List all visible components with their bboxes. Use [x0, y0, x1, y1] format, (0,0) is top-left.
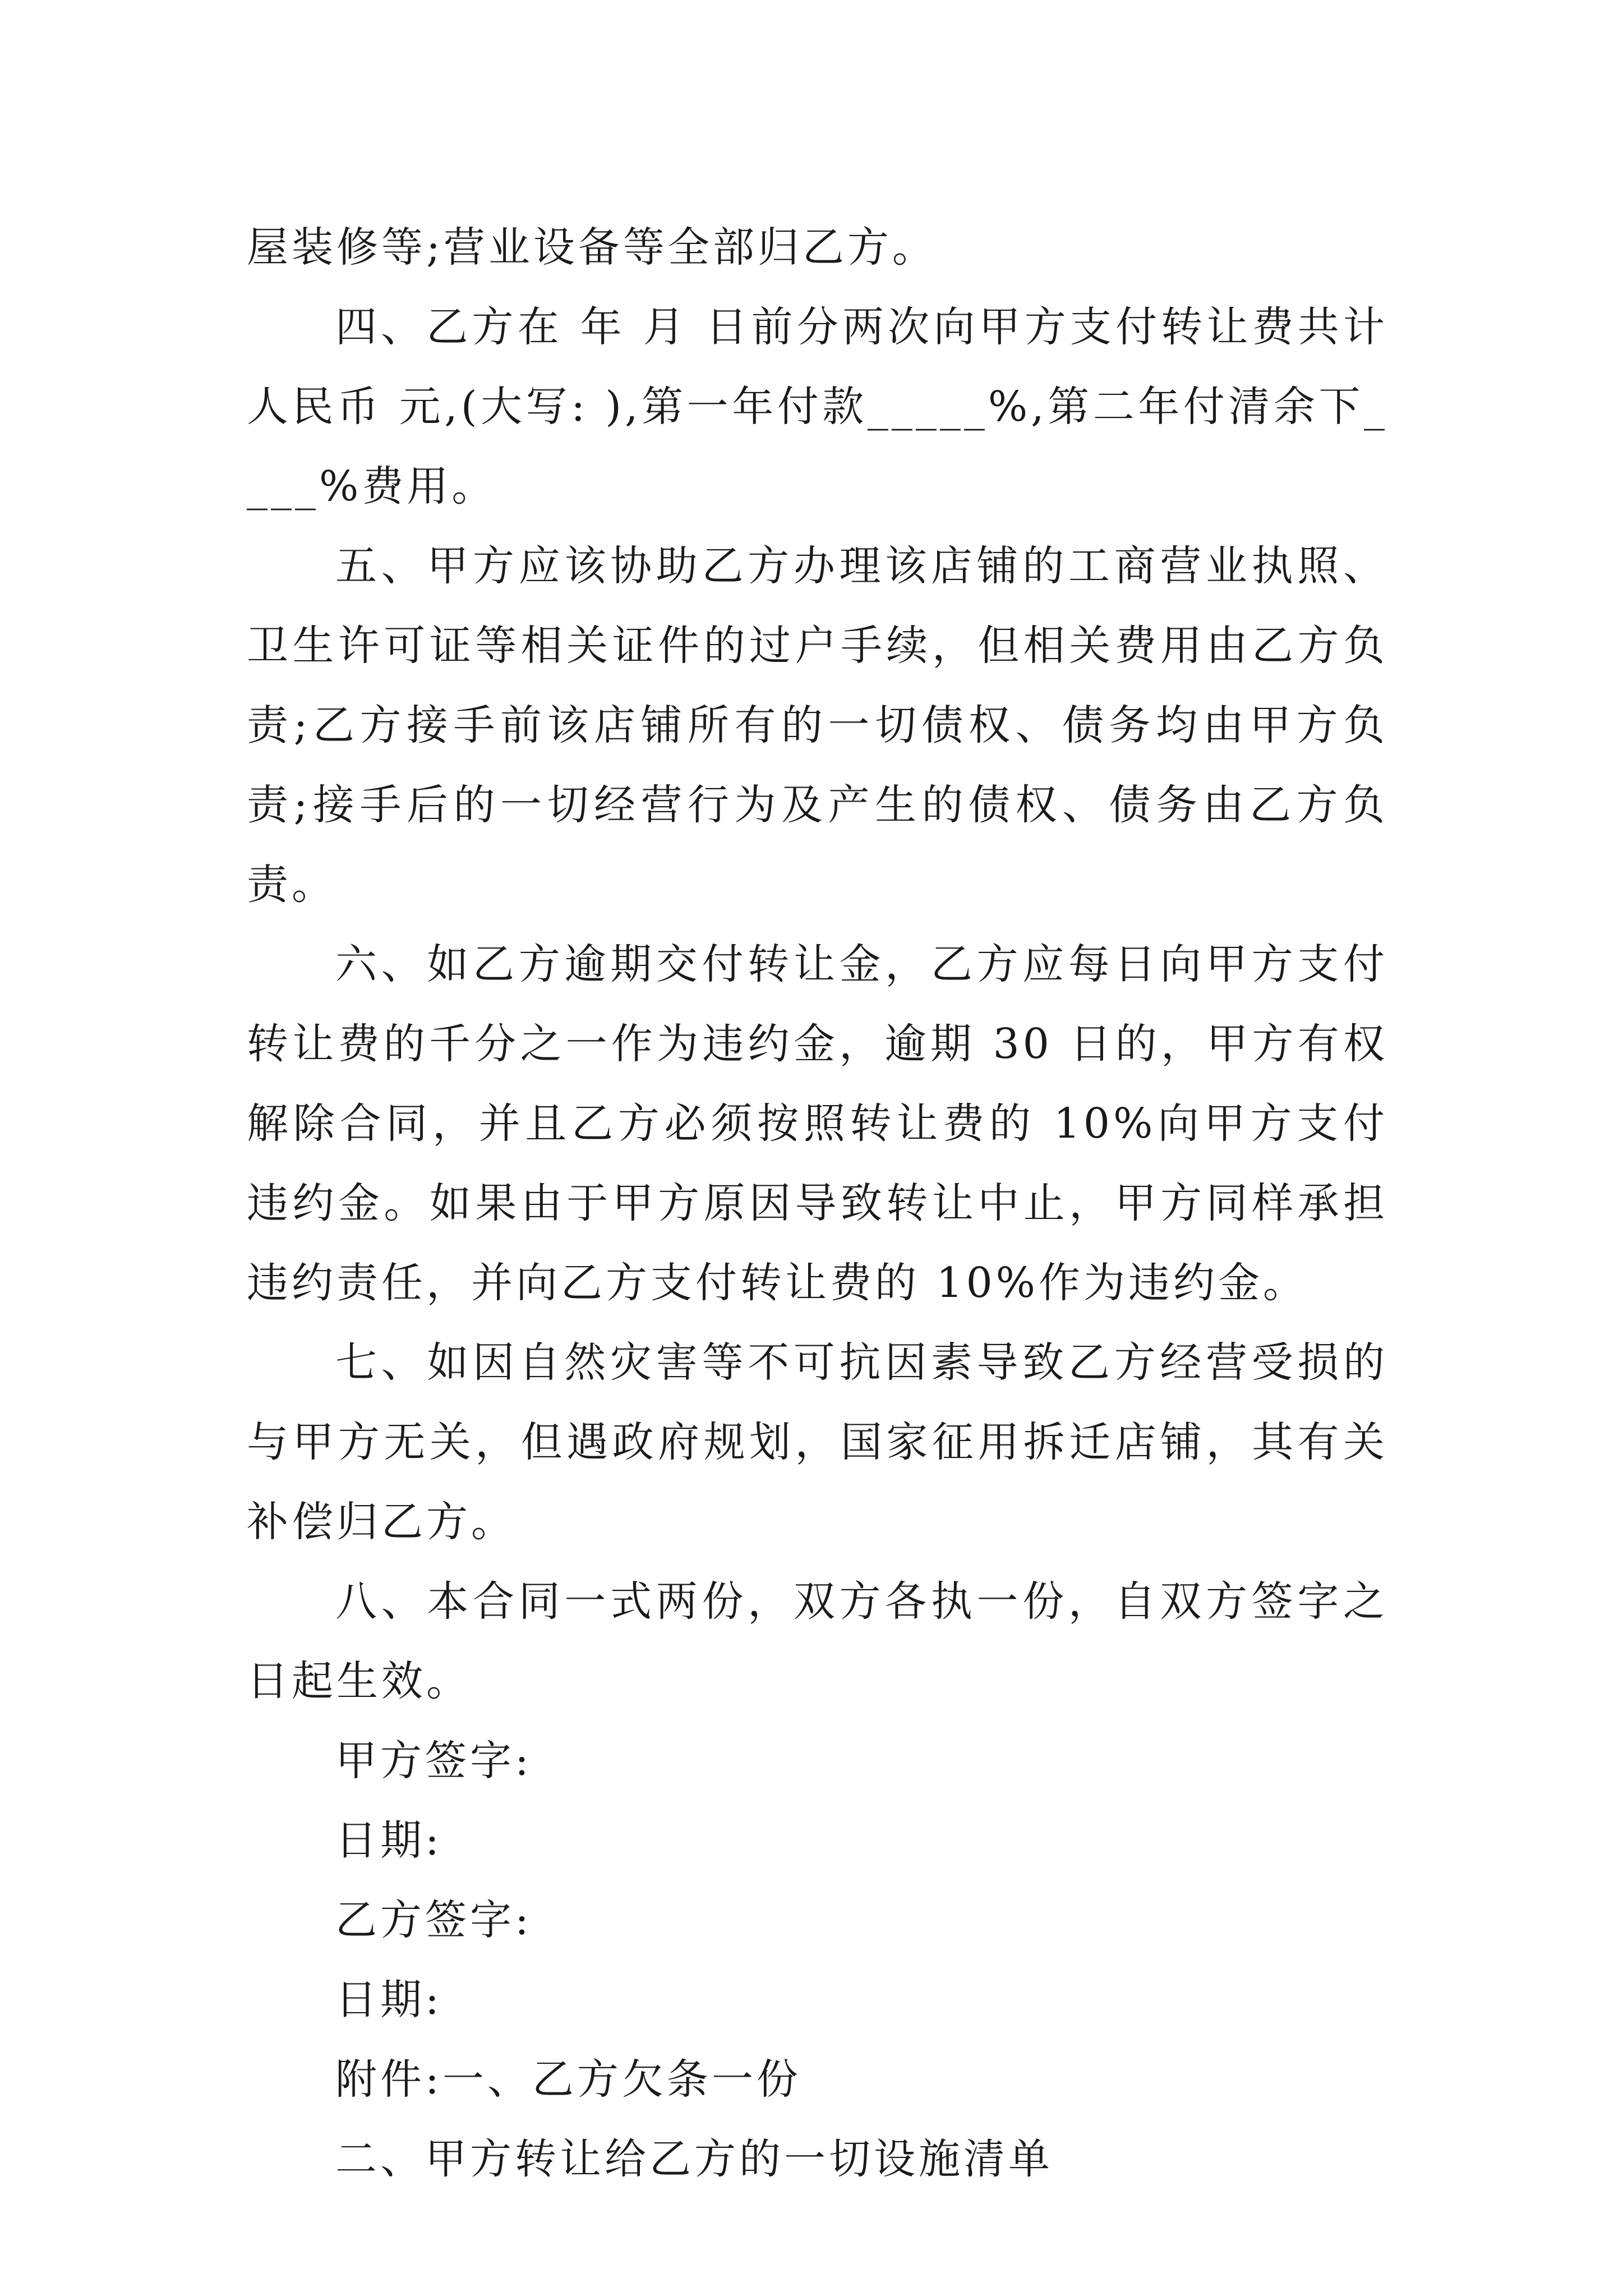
clause-five: 五、甲方应该协助乙方办理该店铺的工商营业执照、卫生许可证等相关证件的过户手续，但相关费用由乙方负责;乙方接手前该店铺所有的一切债权、债务均由甲方负责;接手后的一切经营行为及产生的债权、债务由乙方负责。 [247, 542, 1388, 909]
contract-body [247, 208, 1388, 2199]
clause-six: 六、如乙方逾期交付转让金，乙方应每日向甲方支付转让费的千分之一作为违约金，逾期 30 日的，甲方有权解除合同，并且乙方必须按照转让费的 10%向甲方支付违约金。如果由于甲方原因导致转让中止，甲方同样承担违约责任，并向乙方支付转让费的 10%作为违约金。 [247, 940, 1388, 1307]
clause-eight: 八、本合同一式两份，双方各执一份，自双方签字之日起生效。 [247, 1577, 1388, 1705]
party-b-signature: 乙方签字: [335, 1896, 532, 1944]
party-a-signature: 甲方签字: [335, 1737, 532, 1785]
clause-four: 四、乙方在 年 月 日前分两次向甲方支付转让费共计人民币 元,(大写: ),第一年付款_____%,第二年付清余下____%费用。 [247, 303, 1388, 510]
party-a-date: 日期: [335, 1816, 442, 1865]
paragraph-continuation: 屋装修等;营业设备等全部归乙方。 [247, 223, 937, 272]
party-b-date: 日期: [335, 1976, 442, 2024]
clause-seven: 七、如因自然灾害等不可抗因素导致乙方经营受损的与甲方无关，但遇政府规划，国家征用拆迁店铺，其有关补偿归乙方。 [247, 1338, 1388, 1546]
attachment-one: 附件:一、乙方欠条一份 [335, 2055, 801, 2104]
attachment-two: 二、甲方转让给乙方的一切设施清单 [335, 2135, 1053, 2183]
